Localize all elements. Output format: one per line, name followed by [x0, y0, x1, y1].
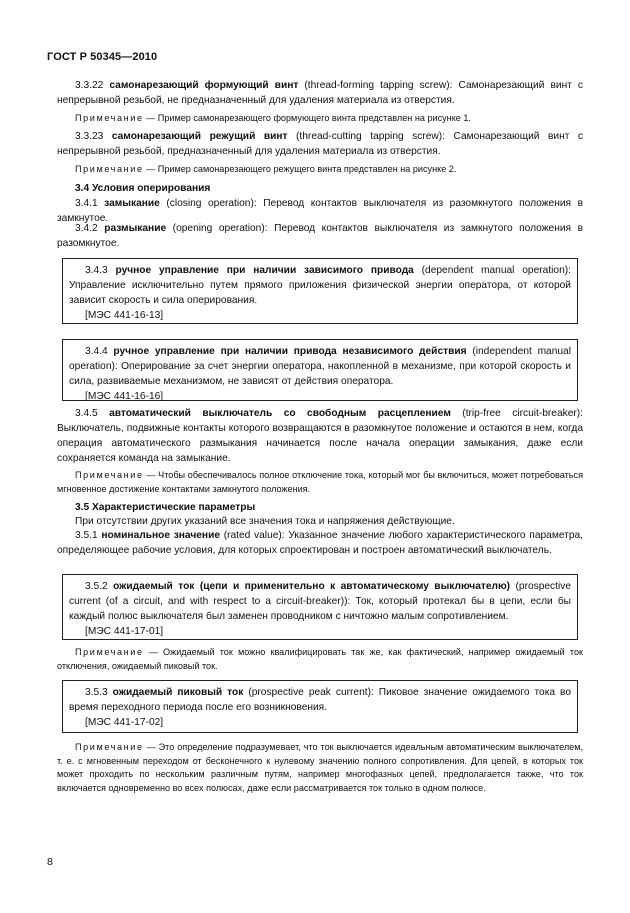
clause-3-3-22: [57, 78, 583, 108]
note-text: — Пример самонарезающего формующего винта представлен на рисунке 1.: [143, 113, 471, 123]
section-heading-3-5: 3.5 Характеристические параметры: [75, 502, 256, 513]
clause-number: 3.3.22: [75, 80, 110, 91]
clause-term: номинальное значение: [101, 530, 221, 541]
clause-number: 3.4.4: [85, 346, 114, 357]
clause-term: автоматический выключатель со свободным расцеплением: [109, 408, 451, 419]
note-text: — Чтобы обеспечивалось полное отключение тока, который мог бы включиться, может потребоваться мгновенное достижение контактами замкнутого положения.: [57, 470, 583, 494]
clause-number: 3.5.2: [85, 581, 114, 592]
boxed-clause-body: [69, 344, 571, 389]
boxed-clause-body: [69, 685, 571, 715]
clause-text: (independent manual operation): Оперирование за счет энергии оператора, накопленной в механизме, при которой скорость и сила, развиваемые механизмом, не зависят от действия оператора.: [69, 346, 571, 387]
note-3: [57, 469, 583, 496]
clause-term: ручное управление при наличии привода независимого действия: [113, 346, 467, 357]
note-label: Примечание: [75, 164, 144, 174]
clause-text: (prospective current (of a circuit, and with respect to a circuit-breaker)): Ток, который протекал бы в цепи, если бы каждый полюс выключателя был заменен проводником с ничтожно малым сопротивлением.: [69, 581, 571, 622]
clause-number: 3.4.2: [75, 223, 105, 234]
clause-term: ожидаемый ток (цепи и применительно к автоматическому выключателю): [113, 581, 511, 592]
note-label: Примечание: [75, 742, 144, 752]
clause-term: ожидаемый пиковый ток: [112, 687, 244, 698]
note-5: [57, 741, 583, 795]
clause-text: (prospective peak current): Пиковое значение ожидаемого тока во время переходного периода после его возникновения.: [69, 687, 571, 713]
clause-text: (dependent manual operation): Управление исключительно путем прямого приложения физической энергии оператора, от которой зависит скорость и сила оперирования.: [69, 265, 571, 306]
iec-reference: [МЭС 441-16-13]: [85, 310, 164, 321]
iec-reference: [МЭС 441-16-16]: [85, 391, 164, 402]
iec-reference: [МЭС 441-17-02]: [85, 717, 164, 728]
note-label: Примечание: [75, 470, 144, 480]
section-heading-3-4: 3.4 Условия оперирования: [75, 183, 211, 194]
boxed-clause-body: [69, 579, 571, 624]
boxed-clause-3-4-3: [62, 258, 578, 324]
clause-text: (closing operation): Перевод контактов выключателя из разомкнутого положения в замкнутое.: [57, 198, 583, 224]
clause-term: ручное управление при наличии зависимого привода: [115, 265, 414, 276]
boxed-clause-body: [69, 263, 571, 308]
clause-text: (thread-cutting tapping screw): Самонарезающий винт с непрерывной резьбой, предназначенный для удаления материала из отверстия.: [57, 131, 583, 157]
clause-term: самонарезающий формующий винт: [109, 80, 299, 91]
clause-term: самонарезающий режущий винт: [111, 131, 288, 142]
note-label: Примечание: [75, 113, 144, 123]
note-2: [57, 163, 583, 177]
clause-3-4-2: [57, 221, 583, 251]
note-text: — Пример самонарезающего режущего винта представлен на рисунке 2.: [143, 164, 457, 174]
clause-number: 3.4.3: [85, 265, 116, 276]
clause-text: (trip-free circuit-breaker): Выключатель, подвижные контакты которого возвращаются в разомкнутое положение и остаются в нем, когда операция автоматического размыкания начинается после начала операции замыкания, даже если сохраняется команда на замыкание.: [57, 408, 583, 464]
note-label: Примечание: [75, 647, 144, 657]
clause-text: (opening operation): Перевод контактов выключателя из замкнутого положения в разомкнутое.: [57, 223, 583, 249]
clause-term: замыкание: [104, 198, 160, 209]
clause-number: 3.4.5: [75, 408, 110, 419]
clause-text: (rated value): Указанное значение любого характеристического параметра, определяющее рабочие условия, для которых спроектирован и построен автоматический выключатель.: [57, 530, 583, 556]
boxed-clause-3-4-4: [62, 339, 578, 401]
note-1: [57, 112, 583, 126]
page-number: 8: [47, 856, 53, 868]
clause-text: (thread-forming tapping screw): Самонарезающий винт с непрерывной резьбой, не предназначенный для удаления материала из отверстия.: [57, 80, 584, 106]
boxed-clause-3-5-2: [62, 574, 578, 640]
note-4: [57, 646, 583, 673]
iec-reference: [МЭС 441-17-01]: [85, 626, 164, 637]
clause-number: 3.5.1: [75, 530, 102, 541]
clause-3-4-5: [57, 406, 583, 466]
clause-3-3-23: [57, 129, 583, 159]
note-text: — Ожидаемый ток можно квалифицировать так же, как фактический, например ожидаемый ток отключения, ожидаемый пиковый ток.: [57, 647, 583, 671]
boxed-clause-3-5-3: [62, 680, 578, 733]
clause-number: 3.5.3: [85, 687, 113, 698]
clause-3-5-1: [57, 528, 583, 558]
standard-header: ГОСТ Р 50345—2010: [47, 51, 158, 63]
clause-number: 3.4.1: [75, 198, 105, 209]
clause-term: размыкание: [104, 223, 167, 234]
section-intro: При отсутствии других указаний все значения тока и напряжения действующие.: [75, 516, 455, 527]
note-text: — Это определение подразумевает, что ток выключается идеальным автоматическим выключателем, т. е. с мгновенным переходом от бесконечного к нулевому значению полного сопротивления. Для цепей, в которых ток может проходить по нескольким различным путям, например многофазных цепей, предполагается также, что ток включается одновременно во всех полюсах, даже если рассматривается ток только в одном полюсе.: [57, 742, 583, 793]
clause-number: 3.3.23: [75, 131, 112, 142]
